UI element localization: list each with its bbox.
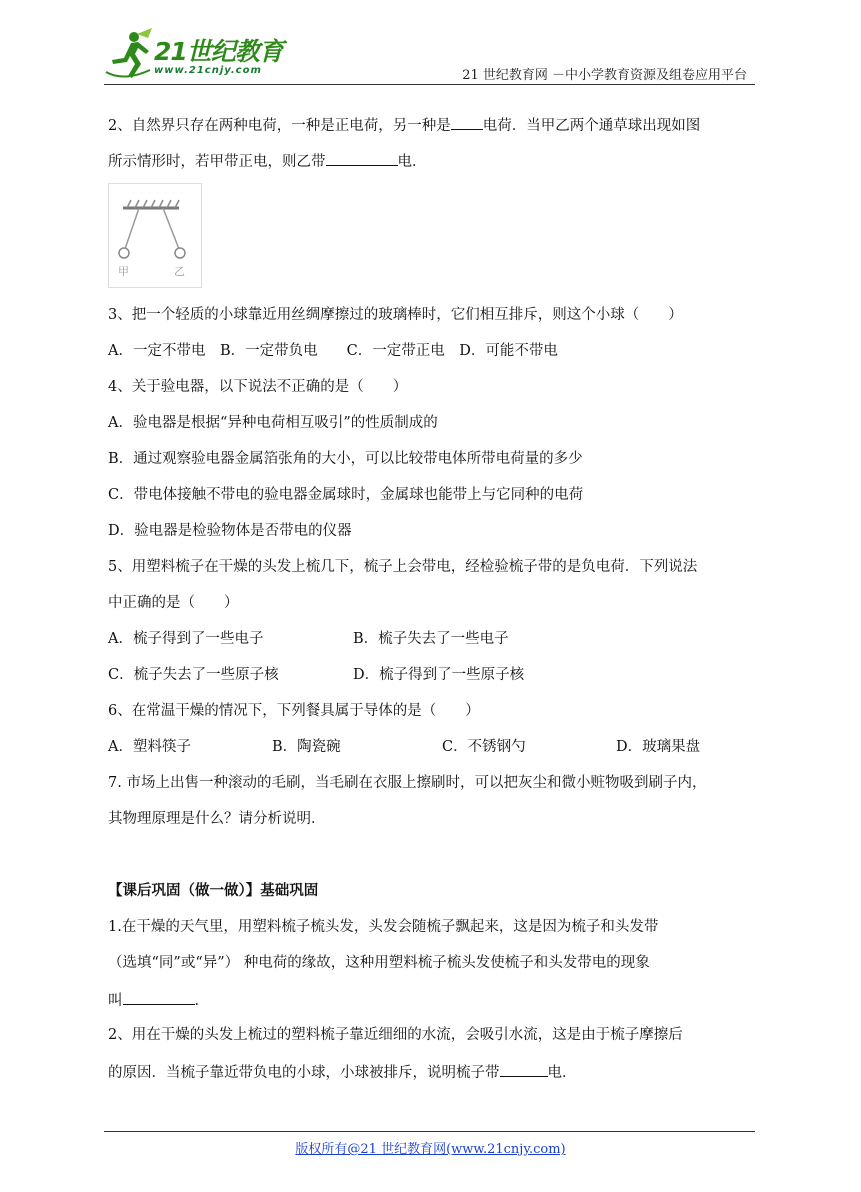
q5-line-2: 中正确的是（ ）: [108, 595, 239, 611]
q2-figure: [108, 183, 202, 288]
logo-url: www.21cnjy.com: [154, 65, 262, 76]
site-title: 21 世纪教育网 －中小学教育资源及组卷应用平台: [462, 68, 747, 83]
s1-line-1: 1.在干燥的天气里，用塑料梳子梳头发，头发会随梳子飘起来，这是因为梳子和头发带: [108, 919, 659, 935]
q4-stem: 4、关于验电器，以下说法不正确的是（ ）: [108, 379, 408, 395]
q4-option-c: C．带电体接触不带电的验电器金属球时，金属球也能带上与它同种的电荷: [108, 487, 584, 503]
footer-divider: [104, 1131, 755, 1132]
q4-option-b: B．通过观察验电器金属箔张角的大小，可以比较带电体所带电荷量的多少: [108, 451, 583, 467]
q3-options: A．一定不带电 B．一定带负电 C．一定带正电 D．可能不带电: [108, 343, 558, 359]
logo-text: 21世纪教育: [154, 37, 283, 66]
q5-option-b: B．梳子失去了一些电子: [353, 631, 509, 647]
q2-text-1b: 电荷．当甲乙两个通草球出现如图: [482, 118, 701, 134]
s2-line-2: [108, 1061, 577, 1083]
q5-line-1: 5、用塑料梳子在干燥的头发上梳几下，梳子上会带电，经检验梳子带的是负电荷．下列说法: [108, 559, 698, 575]
s1-line-2: （选填“同”或“异”） 种电荷的缘故，这种用塑料梳子梳头发使梳子和头发带电的现象: [108, 955, 650, 971]
q4-option-d: D．验电器是检验物体是否带电的仪器: [108, 523, 352, 539]
q5-option-c: C．梳子失去了一些原子核: [108, 667, 279, 683]
s2-text-2b: 电．: [547, 1065, 577, 1081]
q2-text-2b: 电．: [397, 154, 427, 170]
fig-label-right: 乙: [174, 265, 185, 278]
q7-line-2: 其物理原理是什么？请分析说明．: [108, 811, 326, 827]
s2-line-1: 2、用在干燥的头发上梳过的塑料梳子靠近细细的水流，会吸引水流，这是由于梳子摩擦后: [108, 1027, 683, 1043]
copyright-link[interactable]: 版权所有@21 世纪教育网(www.21cnjy.com): [295, 1142, 566, 1157]
fig-label-left: 甲: [118, 265, 129, 278]
site-logo: [104, 28, 304, 82]
q6-option-b: B．陶瓷碗: [272, 739, 341, 755]
s1-blank: [123, 989, 195, 1005]
q2-text-1a: 2、自然界只存在两种电荷，一种是正电荷，另一种是: [108, 118, 451, 134]
pith-balls-diagram: [109, 184, 201, 287]
s1-text-3a: 叫: [108, 993, 123, 1009]
s1-line-3: [108, 989, 209, 1011]
q7-line-1: 7. 市场上出售一种滚动的毛刷，当毛刷在衣服上擦刷时，可以把灰尘和微小赃物吸到刷子内，: [108, 775, 707, 791]
q4-option-a: A．验电器是根据“异种电荷相互吸引”的性质制成的: [108, 415, 438, 431]
runner-logo-icon: [104, 28, 154, 82]
q6-option-a: A．塑料筷子: [108, 739, 191, 755]
header-divider: [104, 84, 755, 85]
q2-text-2a: 所示情形时，若甲带正电，则乙带: [108, 154, 326, 170]
section-title: 【课后巩固（做一做）】基础巩固: [108, 882, 319, 899]
s1-text-3b: ．: [194, 993, 209, 1009]
q6-option-d: D．玻璃果盘: [616, 739, 701, 755]
q5-option-d: D．梳子得到了一些原子核: [353, 667, 525, 683]
q2-line-2: [108, 150, 427, 172]
q2-blank-1: [451, 114, 483, 130]
q6-stem: 6、在常温干燥的情况下，下列餐具属于导体的是（ ）: [108, 703, 480, 719]
q6-option-c: C．不锈钢勺: [442, 739, 526, 755]
page-header: [104, 28, 755, 84]
q2-blank-2: [326, 150, 398, 166]
q2-line-1: [108, 114, 700, 136]
s2-text-2a: 的原因．当梳子靠近带负电的小球，小球被排斥，说明梳子带: [108, 1065, 500, 1081]
s2-blank: [500, 1061, 548, 1077]
q5-option-a: A．梳子得到了一些电子: [108, 631, 264, 647]
q3-stem: 3、把一个轻质的小球靠近用丝绸摩擦过的玻璃棒时，它们相互排斥，则这个小球（ ）: [108, 307, 683, 323]
